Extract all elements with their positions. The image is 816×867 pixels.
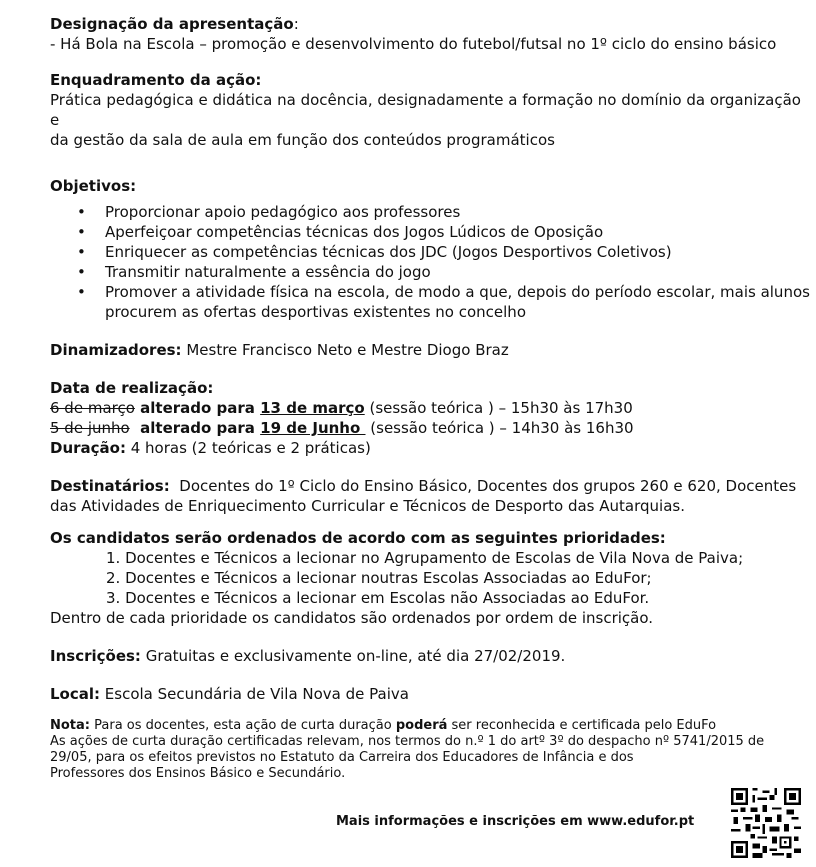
candidatos-label: Os candidatos serão ordenados de acordo com as seguintes prioridades:	[50, 529, 666, 547]
destinatarios-line2: das Atividades de Enriquecimento Curricular e Técnicos de Desporto das Autarquias.	[50, 497, 685, 515]
list-item: • Proporcionar apoio pedagógico aos professores	[105, 202, 810, 222]
list-item-text: Promover a atividade física na escola, de modo a que, depois do período escolar, mais alunos	[105, 283, 810, 301]
session-info: (sessão teórica ) – 15h30 às 17h30	[364, 399, 633, 417]
prioridades-list	[50, 548, 810, 608]
list-item: • Aperfeiçoar competências técnicas dos Jogos Lúdicos de Oposição	[105, 222, 810, 242]
local-text: Escola Secundária de Vila Nova de Paiva	[100, 685, 409, 703]
qr-code-icon[interactable]	[731, 788, 801, 858]
date-row	[50, 398, 810, 418]
nota-bold: poderá	[395, 718, 448, 733]
nota-line4: Professores dos Ensinos Básico e Secundário.	[50, 766, 346, 781]
destinatarios-label: Destinatários:	[50, 477, 170, 495]
enquadramento-line2: da gestão da sala de aula em função dos conteúdos programáticos	[50, 131, 555, 149]
new-date: 19 de Junho	[260, 419, 366, 437]
old-date: 6 de março	[50, 399, 135, 417]
data-label: Data de realização:	[50, 379, 214, 397]
section-dinamizadores	[50, 340, 810, 360]
inscricoes-label: Inscrições:	[50, 647, 141, 665]
designacao-label: Designação da apresentação	[50, 15, 294, 33]
nota-text: Para os docentes, esta ação de curta duração	[90, 718, 396, 733]
date-row	[50, 418, 810, 438]
section-destinatarios	[50, 476, 810, 516]
enquadramento-label: Enquadramento da ação:	[50, 71, 262, 89]
dinamizadores-label: Dinamizadores:	[50, 341, 182, 359]
section-candidatos	[50, 528, 810, 628]
section-objetivos	[50, 176, 810, 322]
objetivos-label: Objetivos:	[50, 177, 137, 195]
objetivos-list	[50, 202, 810, 322]
old-date: 5 de junho	[50, 419, 130, 437]
designacao-colon: :	[293, 15, 299, 33]
designacao-text: - Há Bola na Escola – promoção e desenvolvimento do futebol/futsal no 1º ciclo do ensino básico	[50, 35, 777, 53]
list-item	[105, 282, 810, 322]
list-item-continuation: procurem as ofertas desportivas existentes no concelho	[105, 303, 526, 321]
section-data-realizacao	[50, 378, 810, 458]
nota-text-2: ser reconhecida e certificada pelo EduFo	[447, 718, 717, 733]
section-designacao	[50, 14, 810, 54]
duracao-row	[50, 438, 810, 458]
nota-line2: As ações de curta duração certificadas relevam, nos termos do n.º 1 do artº 3º do despacho nº 5741/2015 de	[50, 734, 765, 749]
section-inscricoes	[50, 646, 810, 666]
nota-line3: 29/05, para os efeitos previstos no Estatuto da Carreira dos Educadores de Infância e dos	[50, 750, 634, 765]
dinamizadores-text: Mestre Francisco Neto e Mestre Diogo Braz	[181, 341, 509, 359]
new-date: 13 de março	[260, 399, 365, 417]
nota-label: Nota:	[50, 718, 90, 733]
section-nota	[50, 718, 810, 782]
changed-label: alterado para	[134, 399, 261, 417]
list-item: 1. Docentes e Técnicos a lecionar no Agrupamento de Escolas de Vila Nova de Paiva;	[106, 549, 744, 567]
section-local	[50, 684, 810, 704]
list-item: 3. Docentes e Técnicos a lecionar em Escolas não Associadas ao EduFor.	[106, 589, 650, 607]
changed-label: alterado para	[129, 419, 261, 437]
session-info: (sessão teórica ) – 14h30 às 16h30	[365, 419, 634, 437]
duracao-label: Duração:	[50, 439, 126, 457]
duracao-text: 4 horas (2 teóricas e 2 práticas)	[125, 439, 371, 457]
list-item: • Transmitir naturalmente a essência do jogo	[105, 262, 810, 282]
document-body	[50, 14, 810, 782]
inscricoes-text: Gratuitas e exclusivamente on-line, até dia 27/02/2019.	[140, 647, 566, 665]
candidatos-footer: Dentro de cada prioridade os candidatos são ordenados por ordem de inscrição.	[50, 609, 654, 627]
section-enquadramento	[50, 70, 810, 150]
enquadramento-line1: Prática pedagógica e didática na docência, designadamente a formação no domínio da organização e	[50, 91, 801, 129]
local-label: Local:	[50, 685, 101, 703]
more-info-link[interactable]: Mais informações e inscrições em www.edufor.pt	[336, 814, 695, 829]
list-item: 2. Docentes e Técnicos a lecionar noutras Escolas Associadas ao EduFor;	[106, 569, 652, 587]
destinatarios-line1: Docentes do 1º Ciclo do Ensino Básico, Docentes dos grupos 260 e 620, Docentes	[169, 477, 797, 495]
list-item: • Enriquecer as competências técnicas dos JDC (Jogos Desportivos Coletivos)	[105, 242, 810, 262]
